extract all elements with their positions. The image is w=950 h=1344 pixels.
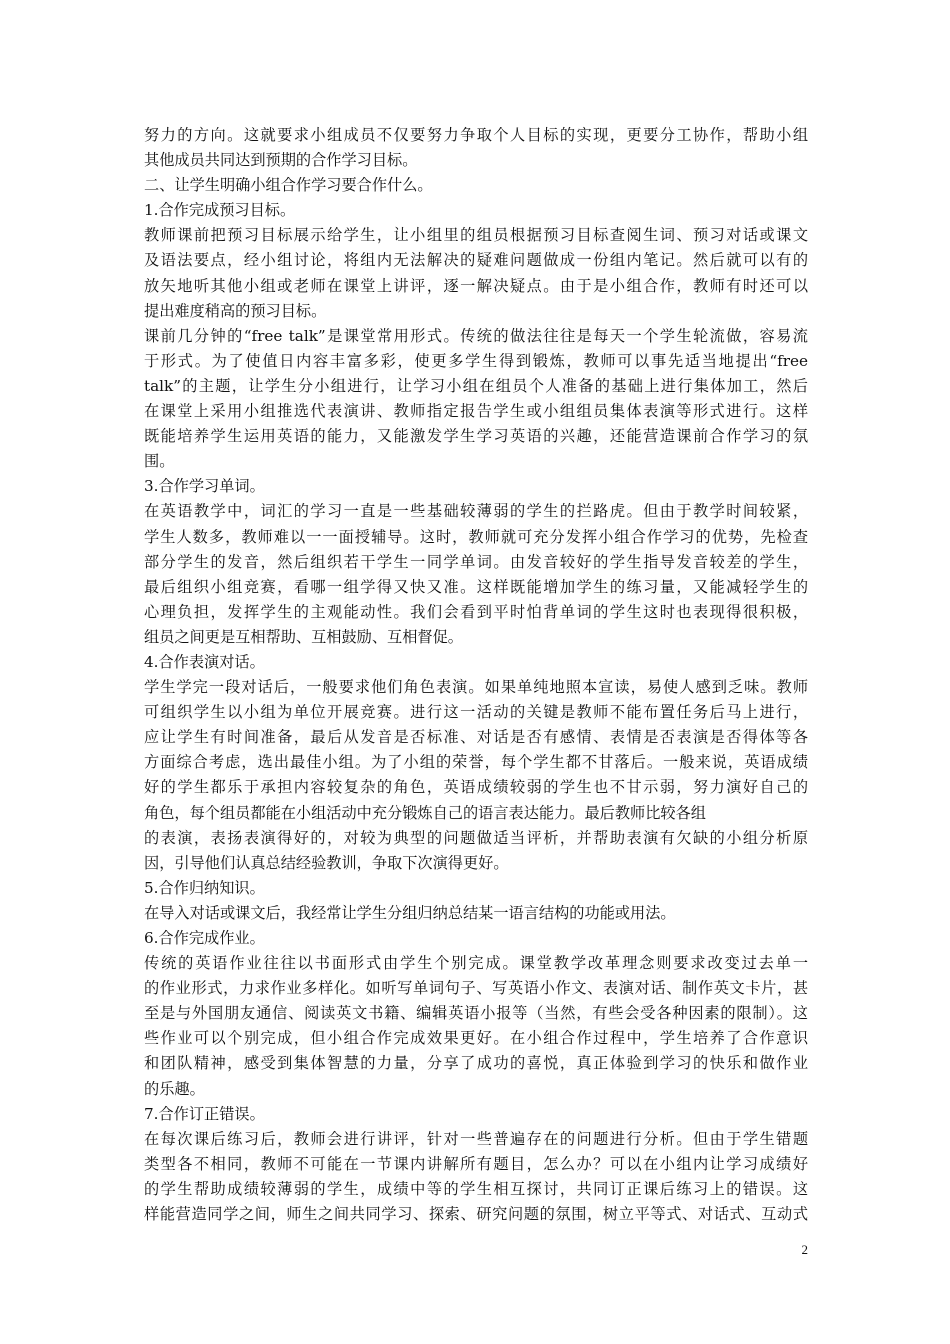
text-line: 既能培养学生运用英语的能力，又能激发学生学习英语的兴趣，还能营造课前合作学习的氛 [144, 427, 808, 446]
text-line: 的表演，表扬表演得好的，对较为典型的问题做适当评析，并帮助表演有欠缺的小组分析原 [144, 828, 808, 847]
text-line: 4.合作表演对话。 [144, 652, 265, 671]
body-text [144, 123, 808, 1227]
text-line: 学生学完一段对话后，一般要求他们角色表演。如果单纯地照本宣读，易使人感到乏味。教师 [144, 678, 808, 697]
text-line: 学生人数多，教师难以一一面授辅导。这时，教师就可充分发挥小组合作学习的优势，先检查 [144, 527, 808, 546]
text-line: 其他成员共同达到预期的合作学习目标。 [144, 151, 418, 170]
text-line: 至是与外国朋友通信、阅读英文书籍、编辑英语小报等（当然，有些会受各种因素的限制）。这 [144, 1004, 808, 1023]
page-number: 2 [801, 1242, 808, 1257]
text-line: 些作业可以个别完成，但小组合作完成效果更好。在小组合作过程中，学生培养了合作意识 [144, 1029, 808, 1048]
text-line: 于形式。为了使值日内容丰富多彩，使更多学生得到锻炼，教师可以事先适当地提出“free [144, 351, 808, 370]
text-line: 的学生帮助成绩较薄弱的学生，成绩中等的学生相互探讨，共同订正课后练习上的错误。这 [144, 1179, 808, 1198]
text-line: 因，引导他们认真总结经验教训，争取下次演得更好。 [144, 853, 509, 872]
text-line: 3.合作学习单词。 [144, 477, 265, 496]
text-line: 提出难度稍高的预习目标。 [144, 301, 327, 320]
text-line: 在课堂上采用小组推选代表演讲、教师指定报告学生或小组组员集体表演等形式进行。这样 [144, 402, 808, 421]
text-line: 可组织学生以小组为单位开展竞赛。进行这一活动的关键是教师不能布置任务后马上进行， [144, 703, 808, 722]
text-line: 在英语教学中，词汇的学习一直是一些基础较薄弱的学生的拦路虎。但由于教学时间较紧， [144, 502, 808, 521]
text-line: 二、让学生明确小组合作学习要合作什么。 [144, 176, 433, 195]
text-line: 教师课前把预习目标展示给学生，让小组里的组员根据预习目标查阅生词、预习对话或课文 [144, 226, 808, 245]
text-line: 及语法要点，经小组讨论，将组内无法解决的疑难问题做成一份组内笔记。然后就可以有的 [144, 251, 808, 270]
text-line: 在每次课后练习后，教师会进行讲评，针对一些普遍存在的问题进行分析。但由于学生错题 [144, 1129, 808, 1148]
text-line: 课前几分钟的“free talk”是课堂常用形式。传统的做法往往是每天一个学生轮流做，容易流 [144, 326, 808, 345]
text-line: 组员之间更是互相帮助、互相鼓励、互相督促。 [144, 627, 463, 646]
text-line: 最后组织小组竞赛，看哪一组学得又快又准。这样既能增加学生的练习量，又能减轻学生的 [144, 577, 808, 596]
text-line: talk”的主题，让学生分小组进行，让学习小组在组员个人准备的基础上进行集体加工，然后 [144, 376, 808, 395]
text-line: 6.合作完成作业。 [144, 929, 265, 947]
text-line: 应让学生有时间准备，最后从发音是否标准、对话是否有感情、表情是否表演是否得体等各 [144, 728, 808, 747]
text-line: 和团队精神，感受到集体智慧的力量，分享了成功的喜悦，真正体验到学习的快乐和做作业 [144, 1054, 808, 1073]
text-line: 心理负担，发挥学生的主观能动性。我们会看到平时怕背单词的学生这时也表现得很积极， [144, 602, 808, 621]
text-line: 5.合作归纳知识。 [144, 878, 265, 897]
text-line: 类型各不相同，教师不可能在一节课内讲解所有题目，怎么办？可以在小组内让学习成绩好 [144, 1154, 808, 1173]
text-line: 1.合作完成预习目标。 [144, 201, 296, 220]
text-line: 的乐趣。 [144, 1079, 205, 1098]
text-line: 围。 [144, 452, 175, 471]
text-line: 努力的方向。这就要求小组成员不仅要努力争取个人目标的实现，更要分工协作，帮助小组 [144, 126, 808, 144]
text-line: 部分学生的发音，然后组织若干学生一同学单词。由发音较好的学生指导发音较差的学生， [144, 552, 808, 571]
text-line: 的作业形式，力求作业多样化。如听写单词句子、写英语小作文、表演对话、制作英文卡片，甚 [144, 979, 808, 998]
text-line: 7.合作订正错误。 [144, 1104, 265, 1123]
text-line: 传统的英语作业往往以书面形式由学生个别完成。课堂教学改革理念则要求改变过去单一 [144, 954, 808, 973]
text-line: 样能营造同学之间，师生之间共同学习、探索、研究问题的氛围，树立平等式、对话式、互动式 [144, 1205, 808, 1224]
text-line: 好的学生都乐于承担内容较复杂的角色，英语成绩较弱的学生也不甘示弱，努力演好自己的 [144, 778, 808, 797]
text-line: 方面综合考虑，选出最佳小组。为了小组的荣誉，每个学生都不甘落后。一般来说，英语成绩 [144, 753, 808, 772]
text-line: 放矢地听其他小组或老师在课堂上讲评，逐一解决疑点。由于是小组合作，教师有时还可以 [144, 276, 808, 295]
text-line: 角色，每个组员都能在小组活动中充分锻炼自己的语言表达能力。最后教师比较各组 [144, 803, 706, 822]
text-line: 在导入对话或课文后，我经常让学生分组归纳总结某一语言结构的功能或用法。 [144, 903, 676, 922]
